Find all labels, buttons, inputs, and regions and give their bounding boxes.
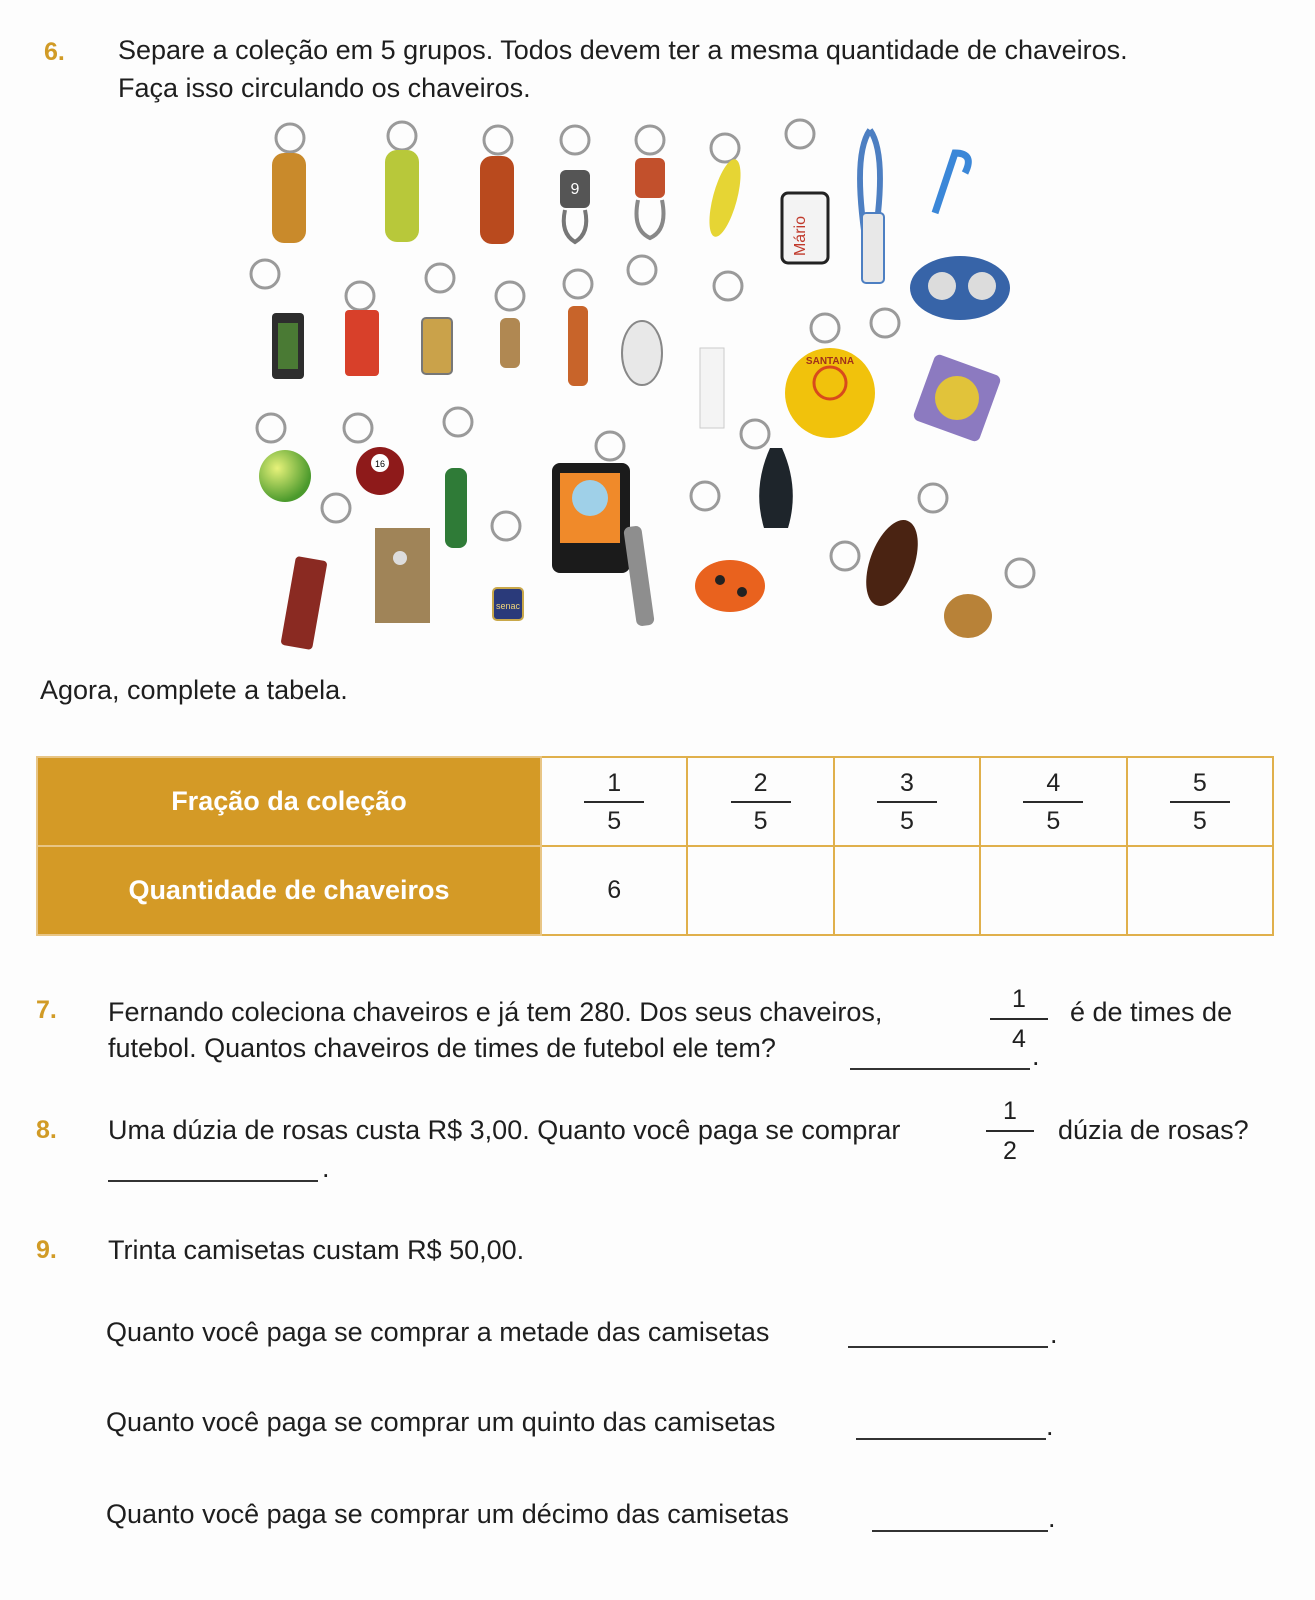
svg-text:16: 16 [374, 459, 386, 469]
fraction-row-header: Fração da coleção [37, 757, 541, 846]
question-9-item-b-period: . [1046, 1411, 1054, 1441]
quantity-cell[interactable]: 6 [541, 846, 687, 935]
question-6-line-1: Separe a coleção em 5 grupos. Todos devem ter a mesma quantidade de chaveiros. [118, 35, 1128, 65]
fraction-denominator: 5 [753, 806, 768, 835]
quantity-cell[interactable] [687, 846, 833, 935]
fraction-numerator: 4 [1046, 768, 1061, 797]
keychain-collection-image [230, 118, 1090, 673]
fraction-numerator: 1 [607, 768, 622, 797]
fraction-numerator: 3 [900, 768, 914, 797]
question-8-number: 8. [36, 1116, 57, 1144]
fraction-cell [834, 757, 980, 846]
question-8-line-1-end: dúzia de rosas? [1058, 1115, 1249, 1145]
fraction-cell [687, 757, 833, 846]
question-8-answer-blank[interactable] [108, 1180, 318, 1182]
fraction-denominator: 2 [1003, 1137, 1017, 1165]
fraction-denominator: 5 [1192, 806, 1207, 835]
question-7-line-1: Fernando coleciona chaveiros e já tem 280. Dos seus chaveiros, [108, 997, 883, 1027]
svg-text:Mário: Mário [792, 215, 809, 257]
question-7-answer-blank[interactable] [850, 1068, 1030, 1070]
fraction-numerator: 1 [1003, 1097, 1017, 1125]
fraction-cell [1127, 757, 1273, 846]
question-9-item-b: Quanto você paga se comprar um quinto das camisetas [106, 1407, 776, 1437]
question-9-item-c-period: . [1048, 1503, 1056, 1533]
quantity-cell[interactable] [1127, 846, 1273, 935]
question-6-line-2: Faça isso circulando os chaveiros. [118, 73, 531, 103]
fraction-cell [980, 757, 1126, 846]
quantity-row-header: Quantidade de chaveiros [37, 846, 541, 935]
question-7-number: 7. [36, 996, 57, 1024]
question-9-item-b-blank[interactable] [856, 1438, 1046, 1440]
question-7-line-1-end: é de times de [1070, 997, 1233, 1027]
svg-text:senac: senac [495, 601, 521, 611]
question-6-instruction-complete-table: Agora, complete a tabela. [40, 675, 348, 705]
question-9-item-c: Quanto você paga se comprar um décimo das camisetas [106, 1499, 789, 1529]
question-9-number: 9. [36, 1236, 57, 1264]
fraction-denominator: 5 [607, 806, 622, 835]
fraction-numerator: 1 [1012, 985, 1026, 1013]
fraction-denominator: 5 [900, 806, 914, 835]
fraction-table [36, 756, 1274, 936]
quantity-cell[interactable] [980, 846, 1126, 935]
fraction-denominator: 5 [1046, 806, 1061, 835]
quantity-row [37, 846, 1273, 935]
fraction-row [37, 757, 1273, 846]
question-9-item-a-blank[interactable] [848, 1346, 1048, 1348]
question-8-line-1: Uma dúzia de rosas custa R$ 3,00. Quanto você paga se comprar [108, 1115, 901, 1145]
question-8-fraction [986, 1096, 1034, 1166]
question-8-period: . [322, 1153, 330, 1183]
question-9-item-a: Quanto você paga se comprar a metade das camisetas [106, 1317, 770, 1347]
question-9-intro: Trinta camisetas custam R$ 50,00. [108, 1235, 525, 1265]
question-7-line-2: futebol. Quantos chaveiros de times de futebol ele tem? [108, 1033, 776, 1063]
fraction-cell [541, 757, 687, 846]
quantity-cell[interactable] [834, 846, 980, 935]
keychain-label-9: 9 [570, 181, 580, 198]
fraction-denominator: 4 [1012, 1025, 1026, 1053]
svg-text:SANTANA: SANTANA [805, 356, 855, 367]
question-9-item-c-blank[interactable] [872, 1530, 1048, 1532]
fraction-numerator: 5 [1192, 768, 1207, 797]
fraction-numerator: 2 [753, 768, 768, 797]
question-7-period: . [1032, 1041, 1040, 1071]
question-9-item-a-period: . [1050, 1319, 1058, 1349]
question-6-number: 6. [44, 38, 65, 66]
